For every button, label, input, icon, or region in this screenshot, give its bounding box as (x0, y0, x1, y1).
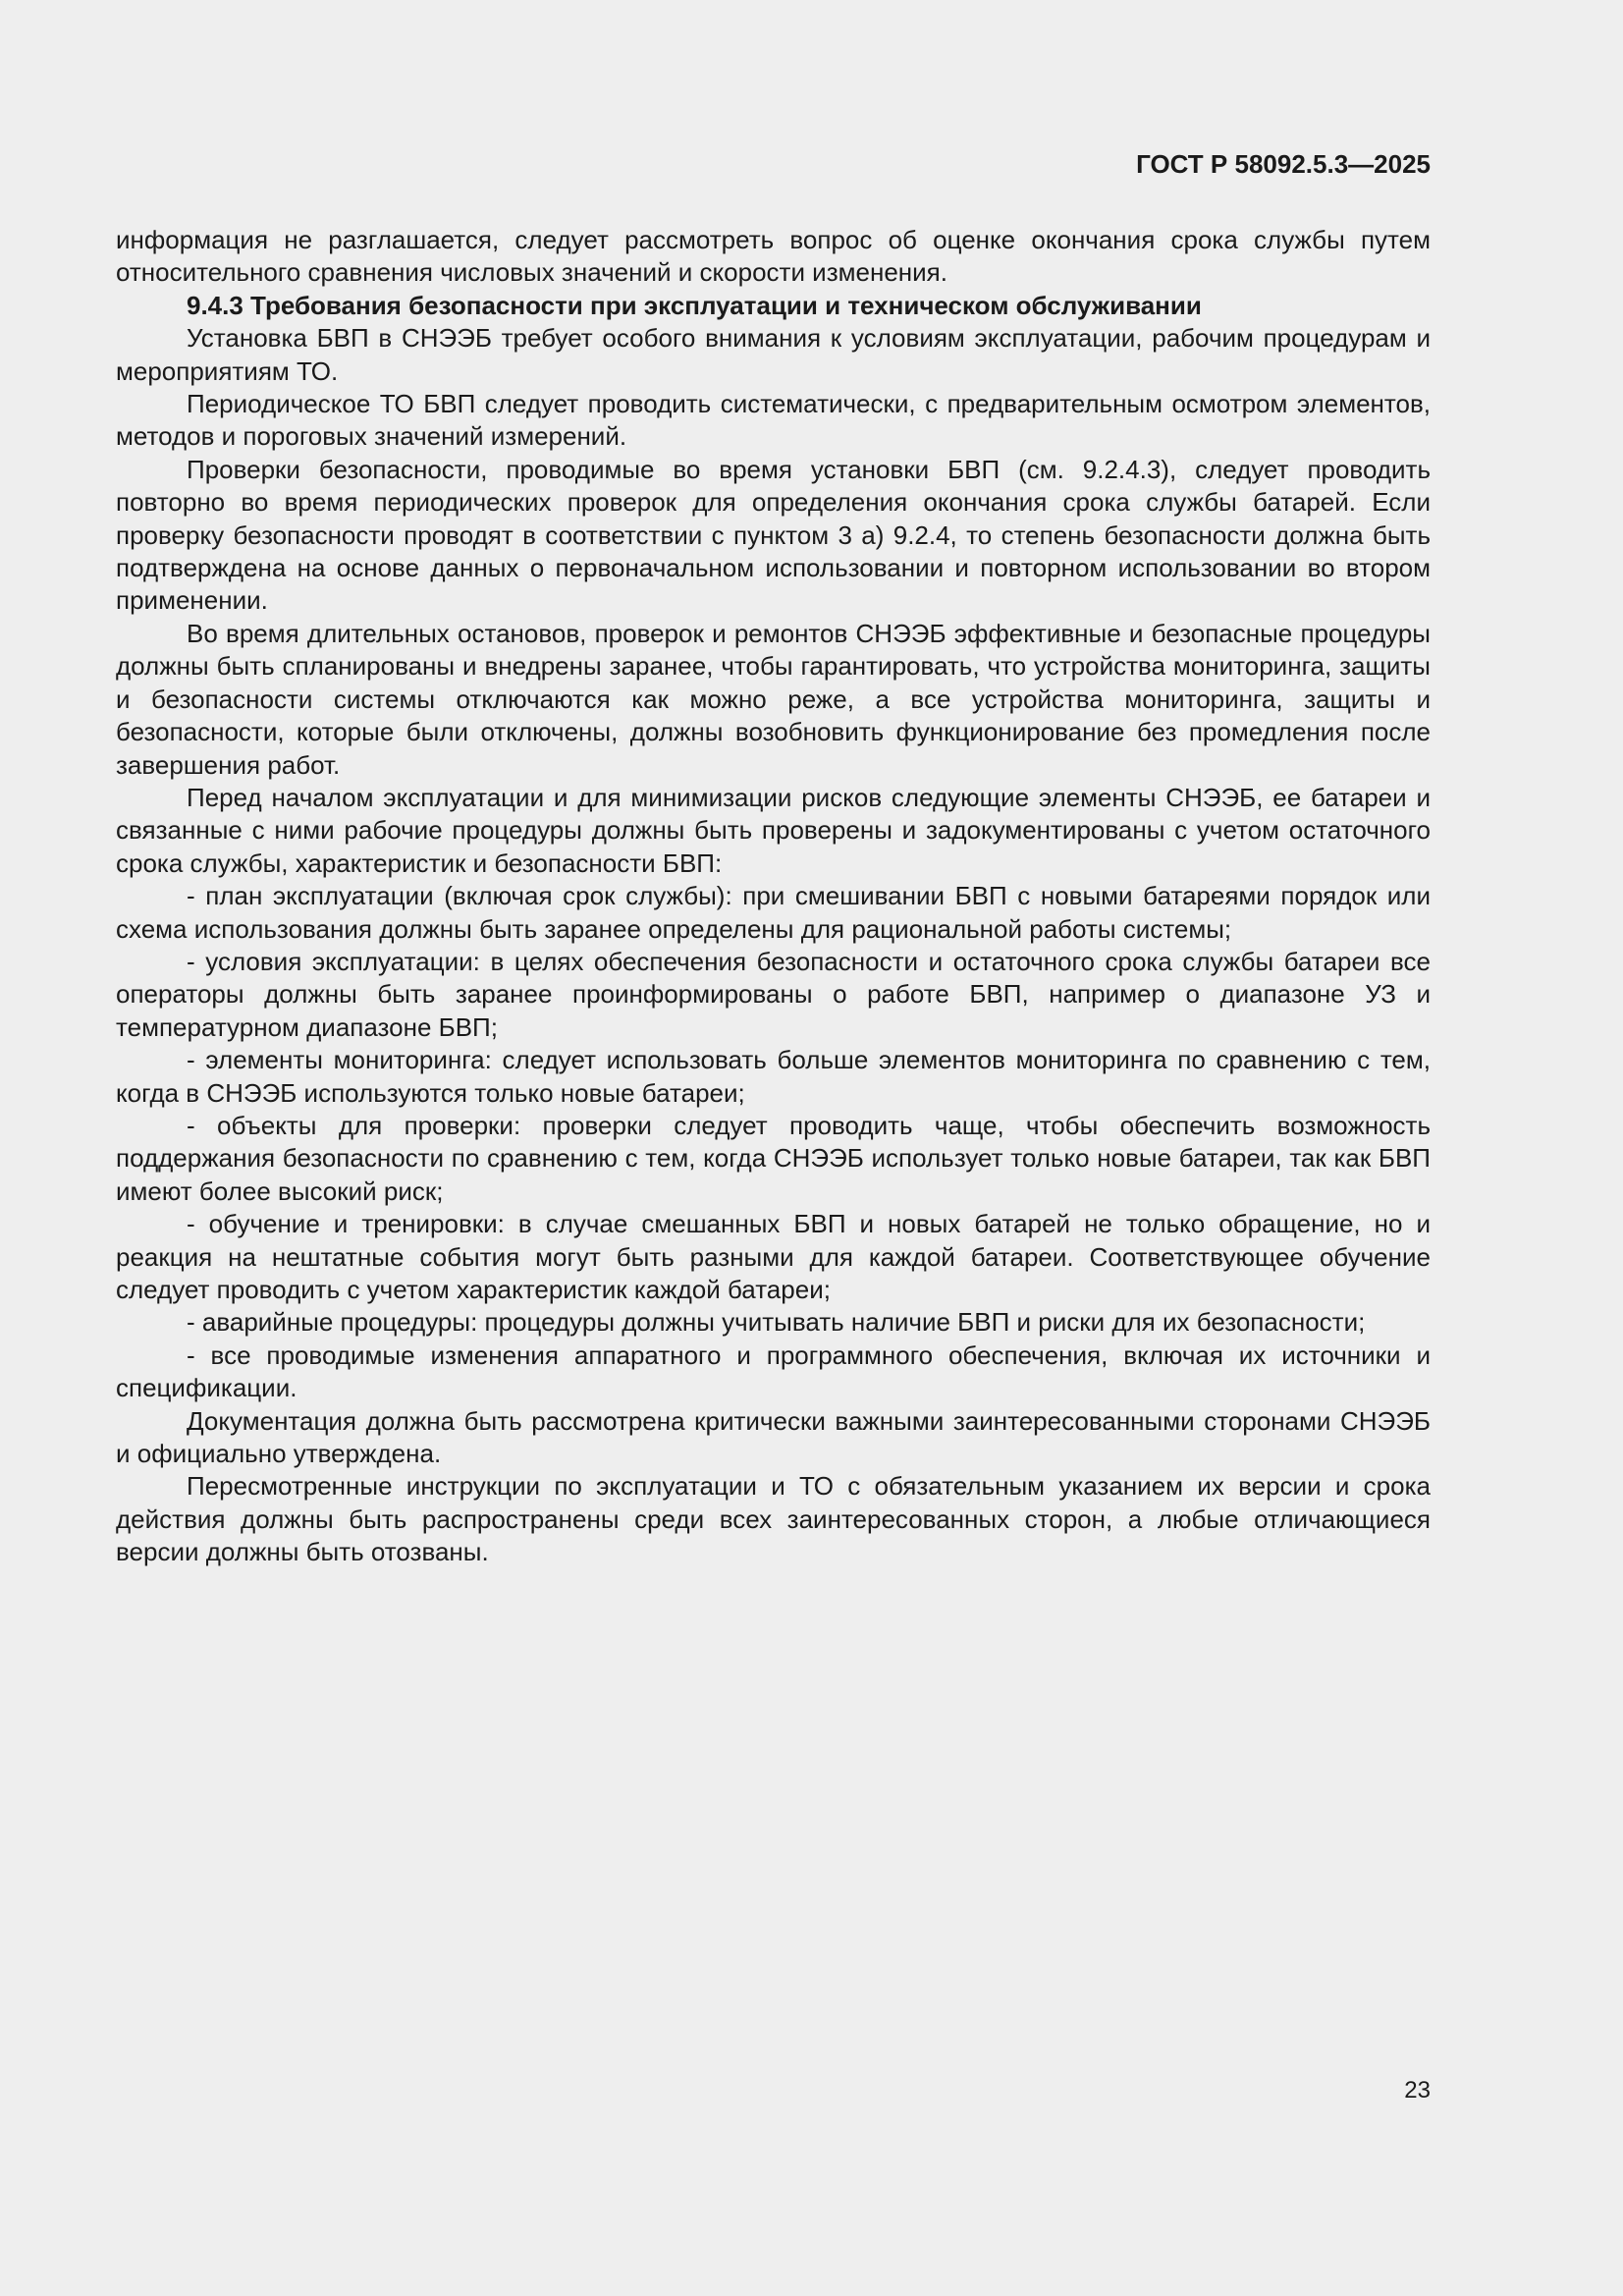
list-item: - условия эксплуатации: в целях обеспечения безопасности и остаточного срока службы батареи все операторы должны быть заранее проинформированы о работе БВП, например о диапазоне УЗ и температурном диапазоне БВП; (116, 946, 1431, 1042)
section-heading: 9.4.3 Требования безопасности при эксплуатации и техническом обслуживании (187, 290, 1202, 320)
list-item: - план эксплуатации (включая срок службы): при смешивании БВП с новыми батареями порядок или схема использования должны быть заранее определены для рациональной работы системы; (116, 881, 1431, 944)
list-item: - объекты для проверки: проверки следует проводить чаще, чтобы обеспечить возможность поддержания безопасности по сравнению с тем, когда СНЭЭБ использует только новые батареи, так как БВП имеют более высокий риск; (116, 1110, 1431, 1206)
page-number: 23 (1404, 2077, 1431, 2104)
list-item: - аварийные процедуры: процедуры должны учитывать наличие БВП и риски для их безопасности; (187, 1307, 1366, 1338)
list-item: - элементы мониторинга: следует использовать больше элементов мониторинга по сравнению с тем, когда в СНЭЭБ используются только новые батареи; (116, 1045, 1431, 1108)
paragraph: Периодическое ТО БВП следует проводить систематически, с предварительным осмотром элементов, методов и пороговых значений измерений. (116, 389, 1431, 452)
paragraph: Установка БВП в СНЭЭБ требует особого внимания к условиям эксплуатации, рабочим процедурам и мероприятиям ТО. (116, 323, 1431, 386)
paragraph: Во время длительных остановов, проверок и ремонтов СНЭЭБ эффективные и безопасные процедуры должны быть спланированы и внедрены заранее, чтобы гарантировать, что устройства мониторинга, защиты и безопасности системы отключаются как можно реже, а все устройства мониторинга, защиты и безопасности, которые были отключены, должны возобновить функционирование без промедления после завершения работ. (116, 618, 1431, 780)
list-item: - обучение и тренировки: в случае смешанных БВП и новых батарей не только обращение, но и реакция на нештатные события могут быть разными для каждой батареи. Соответствующее обучение следует проводить с учетом характеристик каждой батареи; (116, 1209, 1431, 1304)
paragraph-continuation: информация не разглашается, следует рассмотреть вопрос об оценке окончания срока службы путем относительного сравнения числовых значений и скорости изменения. (116, 225, 1431, 288)
paragraph: Документация должна быть рассмотрена критически важными заинтересованными сторонами СНЭЭБ и официально утверждена. (116, 1405, 1431, 1469)
document-body (116, 224, 1431, 1569)
list-item: - все проводимые изменения аппаратного и программного обеспечения, включая их источники и спецификации. (116, 1339, 1431, 1403)
paragraph: Пересмотренные инструкции по эксплуатации и ТО с обязательным указанием их версии и срока действия должны быть распространены среди всех заинтересованных сторон, а любые отличающиеся версии должны быть отозваны. (116, 1471, 1431, 1567)
paragraph: Перед началом эксплуатации и для минимизации рисков следующие элементы СНЭЭБ, ее батареи и связанные с ними рабочие процедуры должны быть проверены и задокументированы с учетом остаточного срока службы, характеристик и безопасности БВП: (116, 782, 1431, 878)
paragraph: Проверки безопасности, проводимые во время установки БВП (см. 9.2.4.3), следует проводить повторно во время периодических проверок для определения окончания срока службы батарей. Если проверку безопасности проводят в соответствии с пунктом 3 а) 9.2.4, то степень безопасности должна быть подтверждена на основе данных о первоначальном использовании и повторном использовании во втором применении. (116, 454, 1431, 616)
document-header-id: ГОСТ Р 58092.5.3—2025 (1136, 149, 1431, 179)
